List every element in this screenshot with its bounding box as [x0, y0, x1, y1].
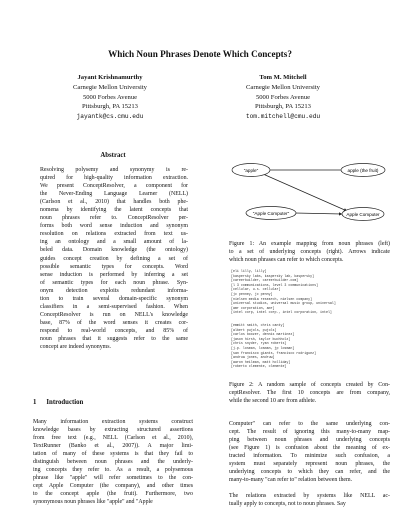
author-block-1	[25, 73, 195, 122]
section-title: Introduction	[46, 399, 84, 406]
author-name: Jayant Krishnamurthy	[77, 74, 143, 81]
section-heading	[33, 399, 93, 406]
body-text-right	[229, 420, 390, 509]
body-line: tually apply to concepts, not to noun phrases. Say	[229, 501, 346, 508]
paper-title: Which Noun Phrases Denote Which Concepts?	[108, 49, 292, 59]
abstract-line: forms both word sense induction and synonym	[40, 223, 188, 230]
author-email[interactable]: tom.mitchell@cmu.edu	[245, 113, 321, 121]
body-line: underlying concepts to which they can refer, and the	[229, 469, 390, 476]
concept-item: [l 3 communications, level 3 communications]	[231, 282, 319, 287]
abstract-line: base, 87% of the word senses it creates cor-	[40, 319, 188, 326]
node-apple-computer-concept	[342, 208, 384, 221]
author-city: Pittsburgh, PA 15213	[255, 103, 311, 111]
intro-text	[33, 418, 193, 507]
caption-line: to a set of underlying concepts (right). Arrows indicate	[229, 249, 390, 256]
body-line: Computer" can refer to the same underlying con-	[229, 421, 390, 427]
abstract-line: guides concept creation by defining a set of	[40, 255, 188, 262]
body-line: ping between noun phrases and underlying concepts	[229, 437, 390, 444]
concept-item: [albert pujols, pujols]	[231, 327, 277, 332]
abstract-line: ConceptResolver is run on NELL's knowledge	[40, 311, 188, 318]
concept-item: [careerbuilder, careerbuilder.com]	[231, 278, 299, 283]
author-city: Pittsburgh, PA 15213	[82, 103, 138, 111]
intro-line: phrase like "apple" will refer sometimes to the con-	[33, 475, 193, 482]
abstract-line: onym detection exploits redundant informa-	[40, 287, 188, 294]
abstract-line: noun phrases that it suggests refer to the same	[40, 335, 188, 342]
abstract-line: possible semantic types for concepts. Word	[40, 263, 188, 270]
abstract-line: noun phrases refer to. ConceptResolver per-	[40, 215, 188, 222]
abstract-line: resolution on relations extracted from text us-	[40, 231, 188, 238]
caption-line: Figure 1: An example mapping from noun phrases (left)	[229, 241, 390, 247]
caption-line: which noun phrases can refer to which concepts.	[229, 257, 344, 264]
concept-item: [nielsen media research, nielsen company]	[231, 296, 313, 301]
abstract-line: respond to real-world concepts, and 85% of	[40, 327, 188, 334]
abstract-line: concept are indeed synonyms.	[40, 344, 111, 351]
concept-item: [san francisco giants, francisco rodriguez]	[231, 350, 317, 355]
svg-text:"Apple Computer": "Apple Computer"	[252, 211, 290, 216]
concept-item: [emmitt smith, chris canty]	[231, 323, 285, 327]
figure-2-caption	[229, 381, 390, 405]
abstract-line: the Never-Ending Language Learner (NELL)	[40, 191, 188, 198]
svg-text:"apple": "apple"	[243, 168, 259, 173]
abstract-line: of semantic types for each noun phrase. Syn-	[40, 279, 188, 286]
node-apple-fruit	[341, 164, 385, 177]
concept-item: [j.p. losman, losman, jp losman]	[231, 345, 295, 350]
body-line: many-to-many "can refer to" relation between them.	[229, 477, 353, 484]
intro-line: cept Apple Computer (the company), and other times	[33, 483, 193, 490]
author-name: Tom M. Mitchell	[259, 74, 307, 81]
body-line	[229, 484, 390, 492]
svg-text:apple (the fruit): apple (the fruit)	[347, 168, 379, 173]
concept-list-athlete	[231, 323, 389, 369]
body-line: cept. The result of ignoring this many-to-many map-	[229, 429, 390, 436]
abstract-line: sense induction is performed by inferring a set	[40, 271, 188, 278]
caption-line: while the second 10 are from athlete.	[229, 398, 317, 405]
abstract-heading: Abstract	[100, 152, 126, 159]
concept-item: [andruw jones, andruw]	[231, 355, 275, 360]
author-affiliation: Carnegie Mellon University	[246, 83, 320, 91]
intro-line: Many information extraction systems construct	[33, 419, 193, 425]
author-email[interactable]: jayantk@cs.cmu.edu	[76, 113, 144, 121]
abstract-line: quired for high-quality information extraction.	[40, 175, 188, 182]
intro-line: to the concept apple (the fruit). Furthermore, two	[33, 491, 193, 498]
concept-item: [carlos boozer, dennis martinez]	[231, 332, 295, 337]
concept-item: [cellular, u.s. cellular]	[231, 287, 281, 292]
figure-1-diagram	[229, 152, 390, 238]
concept-item: [jason hirsh, taylor buchholz]	[231, 336, 291, 341]
body-line: The relations extracted by systems like NELL ac-	[229, 493, 390, 500]
abstract-text	[40, 166, 188, 351]
svg-text:Apple Computer: Apple Computer	[346, 212, 380, 217]
concept-item: [kaspersky labs, kaspersky lab, kaspersky]	[231, 273, 315, 278]
author-address: 5000 Forbes Avenue	[82, 93, 138, 101]
intro-line: synonymous noun phrases like "apple" and "Apple	[33, 499, 153, 506]
body-line: tracted information. To minimize such confusion, a	[229, 453, 390, 460]
intro-line: tation of many of these systems is that they fail to	[33, 451, 193, 458]
figure-1-caption	[229, 240, 390, 264]
concept-item: [amr corporation, amr]	[231, 305, 275, 310]
intro-line: knowledge bases by extracting structured assertions	[33, 427, 193, 434]
body-line: system must separately represent noun phrases, the	[229, 461, 390, 468]
caption-line: ceptResolver. The first 10 concepts are from company,	[229, 390, 390, 397]
node-apple-phrase	[232, 164, 270, 177]
concept-item: [universal studios, universal music group, universal]	[231, 301, 336, 306]
author-block-2	[198, 73, 368, 122]
intro-line: from free text (e.g., NELL (Carlson et al., 2010),	[33, 435, 193, 442]
abstract-line: nomena by identifying the latent concepts that	[40, 207, 188, 214]
concept-item: [jc penney, jc penny]	[231, 291, 273, 296]
author-affiliation: Carnegie Mellon University	[73, 83, 147, 91]
intro-line: ing concepts they refer to. As a result, a polysemous	[33, 467, 193, 474]
concept-item: [chris snyder, ryan roberts]	[231, 341, 287, 346]
caption-line: Figure 2: A random sample of concepts created by Con-	[229, 382, 390, 388]
abstract-line: (Carlson et al., 2010) that handles both phe-	[40, 199, 188, 206]
concept-item: [eli lilly, lilly]	[231, 269, 267, 273]
intro-line: distinguish between noun phrases and the underly-	[33, 459, 193, 466]
section-number: 1	[33, 399, 37, 406]
concept-list-company	[231, 269, 389, 315]
abstract-line: tion to train several domain-specific synonym	[40, 295, 188, 302]
concept-item: [roberto clemente, clemente]	[231, 364, 287, 369]
abstract-line: beled data. Domain knowledge (the ontology)	[40, 247, 188, 254]
intro-line: TextRunner (Banko et al., 2007)). A major limi-	[33, 443, 193, 450]
abstract-line: ing an ontology and a small amount of la-	[40, 239, 188, 246]
abstract-line: classifiers in a semi-supervised fashion. When	[40, 303, 188, 310]
concept-item: [aaron heilman, matt holliday]	[231, 359, 291, 364]
concept-item: [intel corp, intel corp., intel corporation, intel]	[231, 310, 332, 315]
abstract-line: We present ConceptResolver, a component for	[40, 183, 188, 190]
body-line: (see Figure 1) is confusion about the meaning of ex-	[229, 445, 390, 452]
author-address: 5000 Forbes Avenue	[255, 93, 311, 101]
abstract-line: Resolving polysemy and synonymy is re-	[40, 167, 188, 173]
node-apple-computer-phrase	[246, 207, 296, 220]
